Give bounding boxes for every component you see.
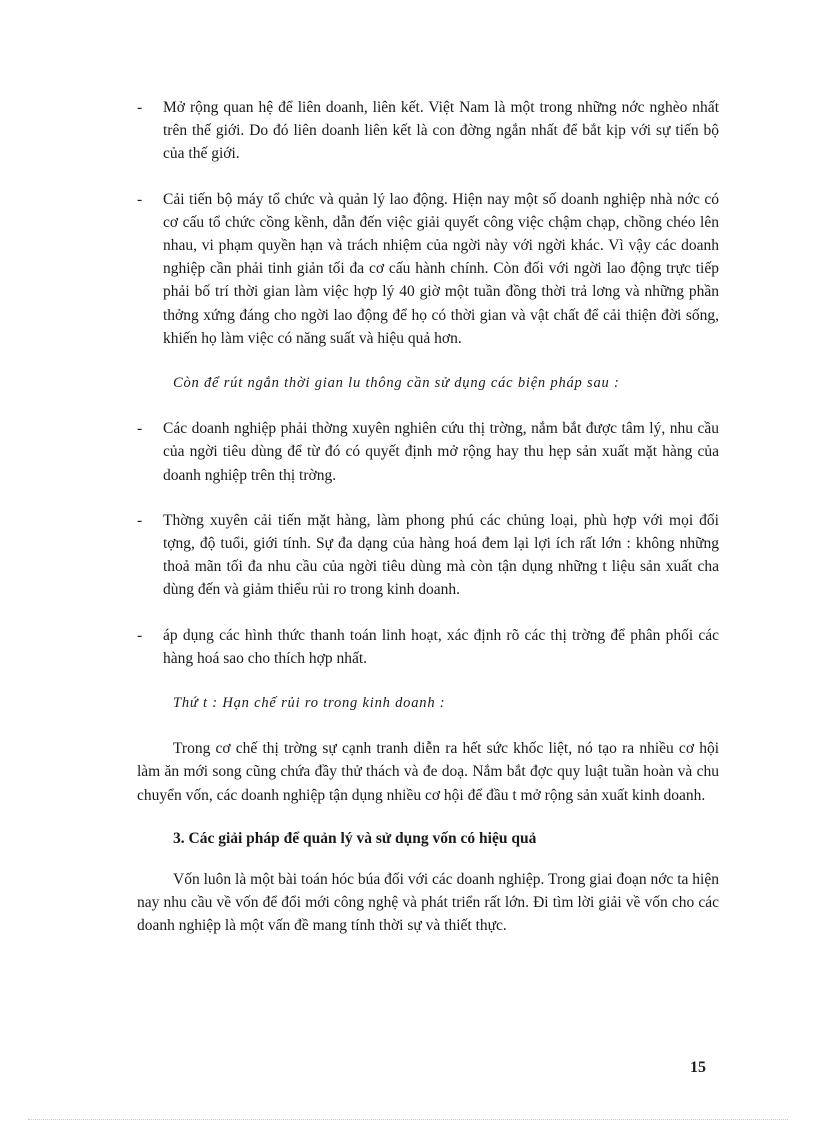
- bullet-text: áp dụng các hình thức thanh toán linh hoạt, xác định rõ các thị trờng để phân phối các hàng hoá sao cho thích hợp nhất.: [163, 626, 719, 667]
- bullet-item: [137, 417, 719, 487]
- bullet-text: Thờng xuyên cải tiến mặt hàng, làm phong phú các chủng loại, phù hợp với mọi đối tợng, độ tuổi, giới tính. Sự đa dạng của hàng hoá đem lại lợi ích rất lớn : không những thoả mãn tối đa nhu cầu của ngời tiêu dùng mà còn tận dụng những t liệu sản xuất cha dùng đến và giảm thiểu rủi ro trong kinh doanh.: [163, 511, 719, 599]
- footer-divider: [28, 1119, 788, 1120]
- bullet-text: Cải tiến bộ máy tổ chức và quản lý lao động. Hiện nay một số doanh nghiệp nhà nớc có cơ cấu tổ chức cồng kềnh, dẫn đến việc giải quyết công việc chậm chạp, chồng chéo lên nhau, vi phạm quyền hạn và trách nhiệm của ngời này với ngời khác. Vì vậy các doanh nghiệp cần phải tinh giản tối đa cơ cấu hành chính. Còn đối với ngời lao động trực tiếp phải bố trí thời gian làm việc hợp lý 40 giờ một tuần đồng thời trả lơng và những phần thởng xứng đáng cho ngời lao động để họ có thời gian và vật chất để cải thiện đời sống, khiến họ làm việc có năng suất và hiệu quả hơn.: [163, 190, 719, 347]
- bullet-item: [137, 624, 719, 670]
- bullet-dash: -: [137, 190, 143, 208]
- bullet-dash: -: [137, 420, 143, 438]
- section-heading: 3. Các giải pháp để quản lý và sử dụng vốn có hiệu quả: [173, 829, 537, 847]
- page-content: [137, 96, 719, 958]
- body-paragraph: Trong cơ chế thị trờng sự cạnh tranh diễn ra hết sức khốc liệt, nó tạo ra nhiều cơ hội làm ăn mới song cũng chứa đầy thử thách và đe doạ. Nắm bắt đợc quy luật tuần hoàn và chu chuyển vốn, các doanh nghiệp tận dụng nhiều cơ hội để đầu t mở rộng sản xuất kinh doanh.: [137, 740, 719, 804]
- page-number: 15: [690, 1059, 706, 1076]
- bullet-item: [137, 509, 719, 602]
- bullet-dash: -: [137, 99, 143, 116]
- bullet-text: Các doanh nghiệp phải thờng xuyên nghiên cứu thị trờng, nắm bắt được tâm lý, nhu cầu của ngời tiêu dùng để từ đó có quyết định mở rộng hay thu hẹp sản xuất mặt hàng của doanh nghiệp trên thị trờng.: [163, 420, 719, 484]
- bullet-item: [137, 188, 719, 350]
- bullet-dash: -: [137, 511, 143, 529]
- bullet-text: Mở rộng quan hệ để liên doanh, liên kết. Việt Nam là một trong những nớc nghèo nhất trên thế giới. Do đó liên doanh liên kết là con đờng ngắn nhất để bắt kịp với sự tiến bộ của thế giới.: [163, 99, 719, 163]
- body-paragraph: Vốn luôn là một bài toán hóc búa đối với các doanh nghiệp. Trong giai đoạn nớc ta hiện nay nhu cầu về vốn để đổi mới công nghệ và phát triển rất lớn. Đi tìm lời giải về vốn cho các doanh nghiệp là một vấn đề mang tính thời sự và thiết thực.: [137, 871, 719, 935]
- bullet-dash: -: [137, 626, 143, 644]
- bullet-item: [137, 96, 719, 166]
- italic-note: Còn để rút ngắn thời gian lu thông cần sử dụng các biện pháp sau :: [173, 375, 620, 392]
- italic-subheading: Thứ t : Hạn chế rủi ro trong kinh doanh :: [173, 695, 446, 712]
